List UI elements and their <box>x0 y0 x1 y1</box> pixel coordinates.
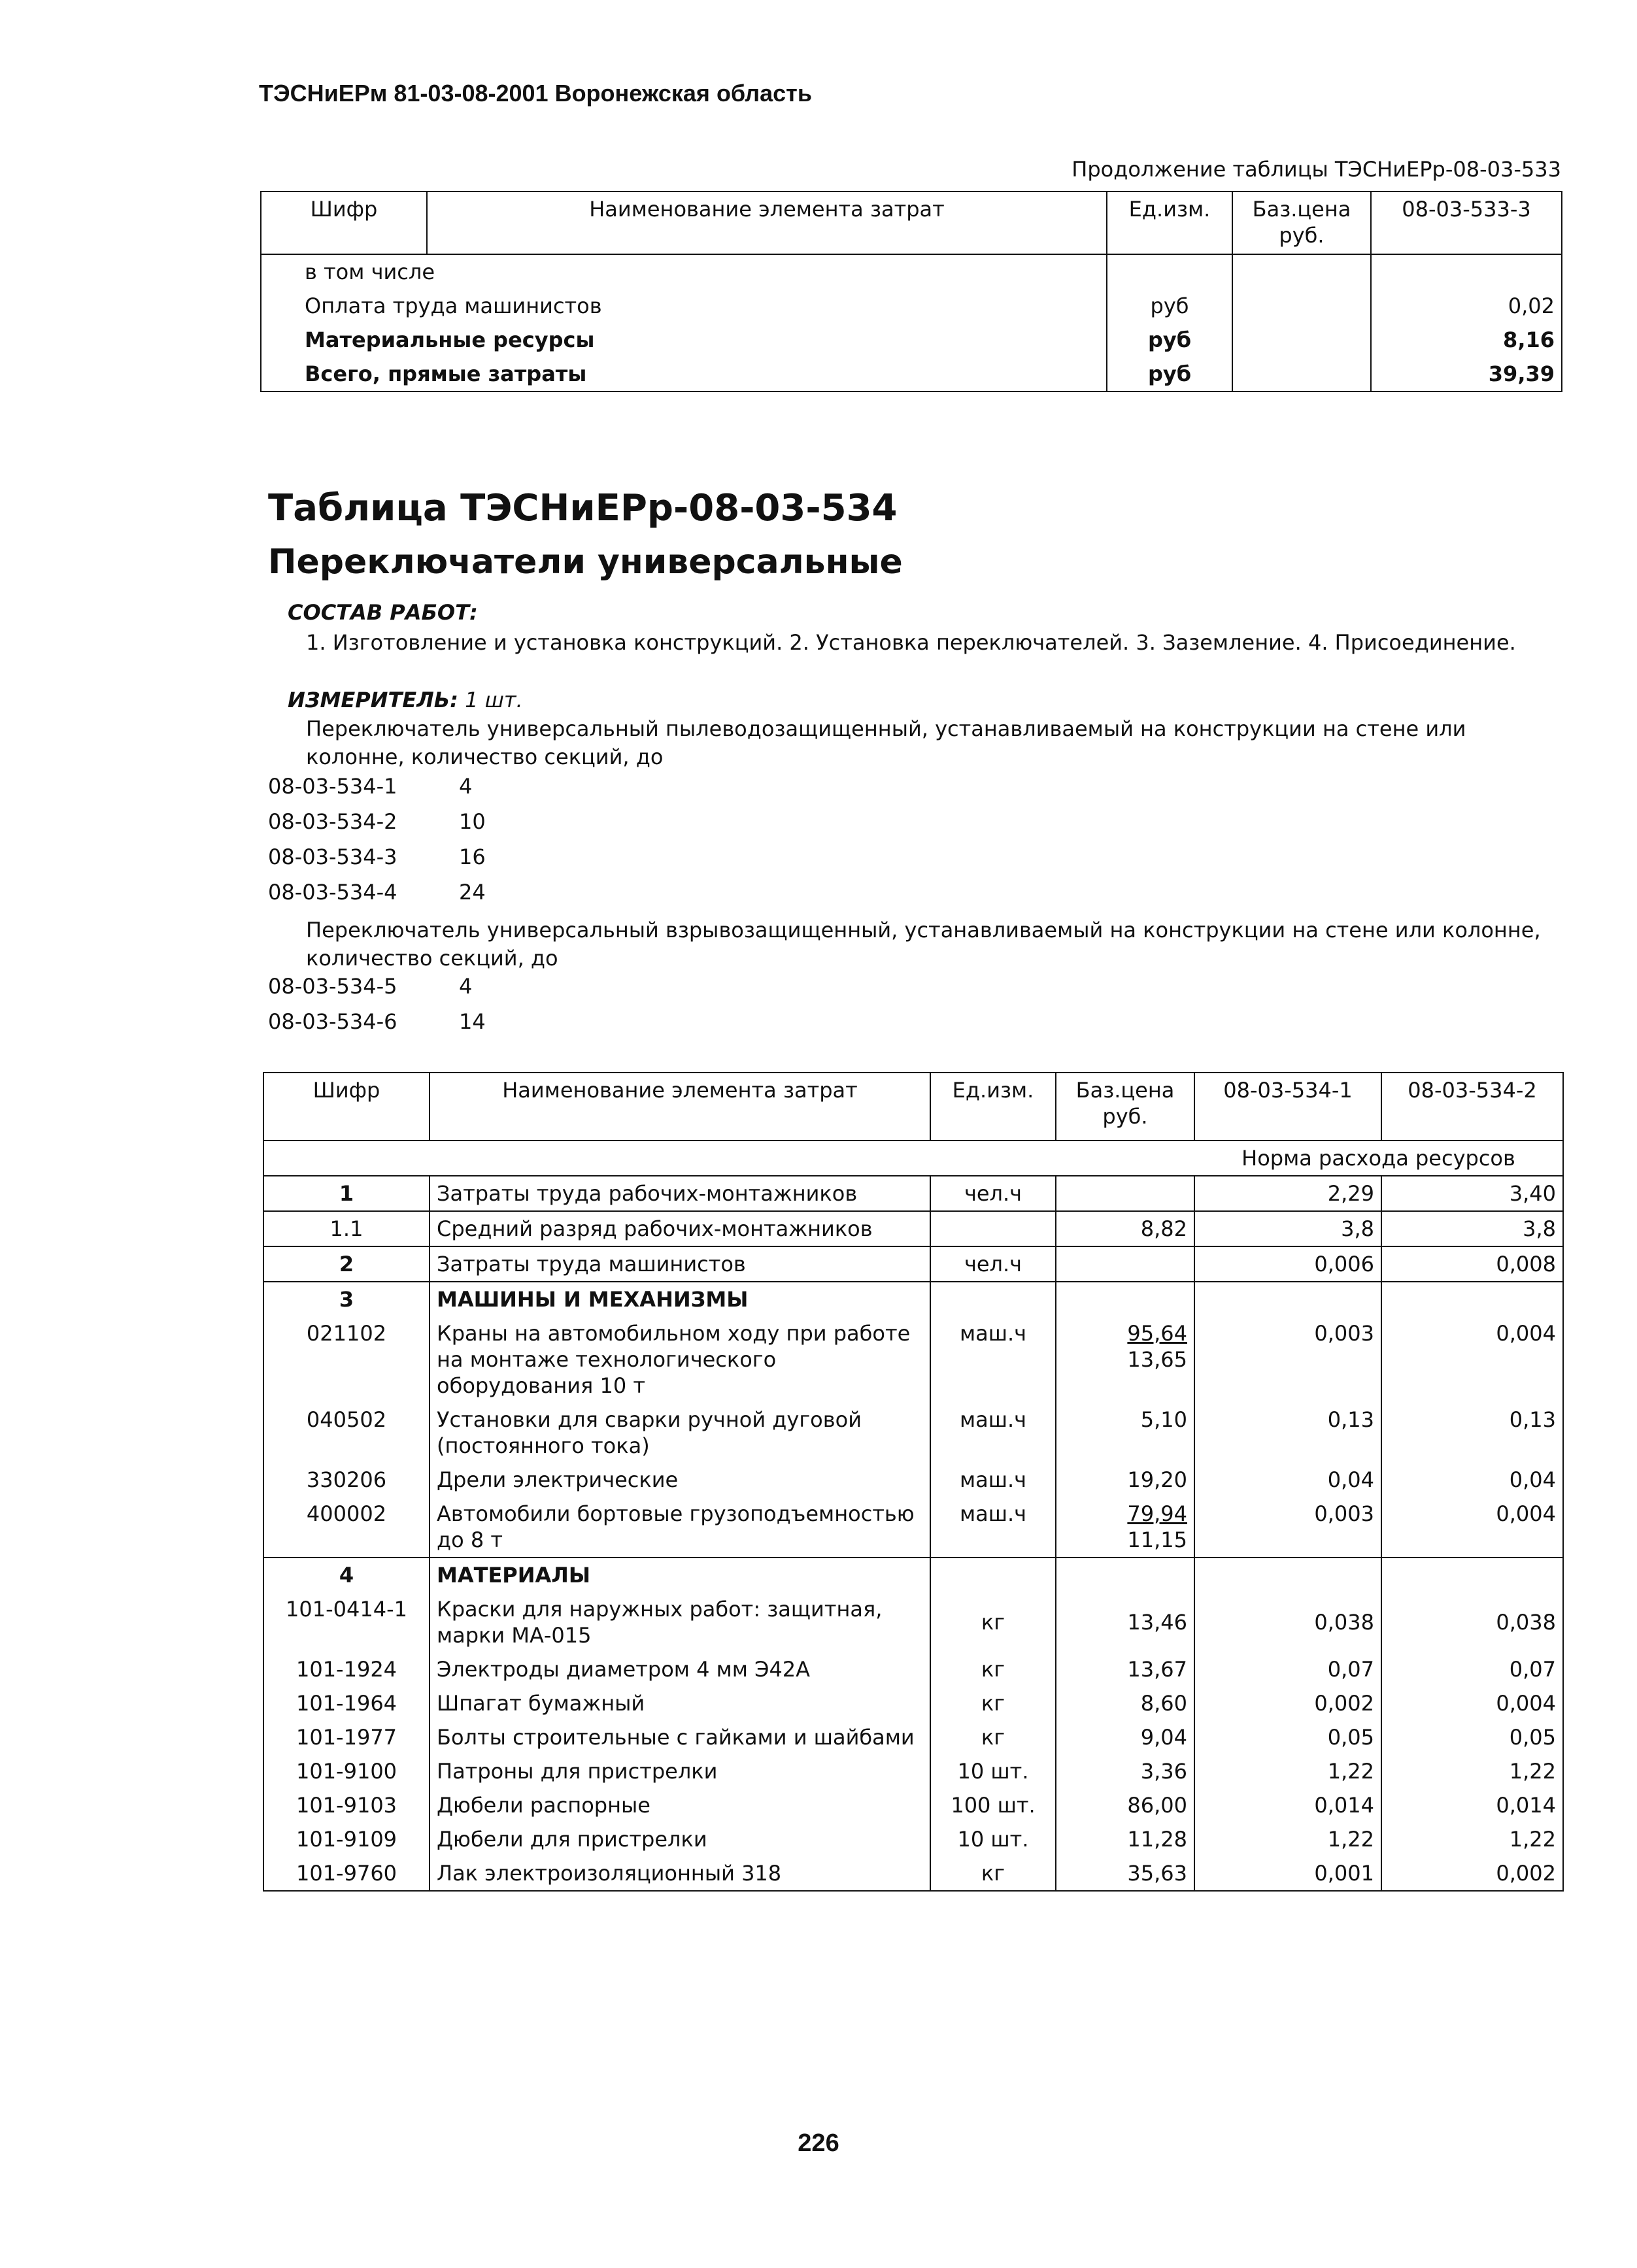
table-row <box>263 1652 1563 1686</box>
code: 08-03-534-5 <box>268 974 397 999</box>
row-unit: кг <box>930 1720 1056 1754</box>
table-533-continuation <box>260 191 1562 392</box>
row-name: Установки для сварки ручной дуговой (постоянного тока) <box>430 1403 930 1463</box>
table-header-row <box>261 192 1562 254</box>
row-v1: 0,003 <box>1194 1497 1381 1558</box>
row-unit <box>930 1558 1056 1592</box>
row-v1 <box>1194 1558 1381 1592</box>
row-code: 101-1964 <box>263 1686 430 1720</box>
row-v1: 0,05 <box>1194 1720 1381 1754</box>
qty: 4 <box>459 774 473 799</box>
table-row <box>263 1686 1563 1720</box>
row-unit: маш.ч <box>930 1403 1056 1463</box>
list-item <box>268 974 486 1009</box>
qty: 10 <box>459 809 486 834</box>
row-v2: 0,13 <box>1381 1403 1563 1463</box>
row-v1: 0,07 <box>1194 1652 1381 1686</box>
row-name: Дрели электрические <box>430 1463 930 1497</box>
row-price <box>1056 1282 1194 1316</box>
row-name: МАШИНЫ И МЕХАНИЗМЫ <box>430 1282 930 1316</box>
row-unit: чел.ч <box>930 1246 1056 1282</box>
row-value <box>1371 254 1562 289</box>
row-unit: кг <box>930 1856 1056 1891</box>
table-row <box>263 1592 1563 1652</box>
qty: 14 <box>459 1009 486 1034</box>
price-main: 79,94 <box>1127 1501 1187 1526</box>
row-name: Краны на автомобильном ходу при работе на монтаже технологического оборудования 10 т <box>430 1316 930 1403</box>
row-name: Электроды диаметром 4 мм Э42А <box>430 1652 930 1686</box>
code-list-1 <box>268 774 486 915</box>
row-price: 13,46 <box>1056 1592 1194 1652</box>
row-v1: 0,038 <box>1194 1592 1381 1652</box>
header-cell: Баз.цена руб. <box>1232 192 1371 254</box>
price-main: 95,64 <box>1127 1321 1187 1346</box>
row-price: 8,82 <box>1056 1211 1194 1246</box>
row-name: Всего, прямые затраты <box>261 357 1107 392</box>
header-cell: Наименование элемента затрат <box>430 1073 930 1141</box>
row-v2: 0,004 <box>1381 1686 1563 1720</box>
row-v1: 0,13 <box>1194 1403 1381 1463</box>
row-price <box>1056 1558 1194 1592</box>
list-item <box>268 1009 486 1044</box>
page-number: 226 <box>798 2129 839 2157</box>
header-cell: 08-03-533-3 <box>1371 192 1562 254</box>
row-v2: 0,008 <box>1381 1246 1563 1282</box>
qty: 4 <box>459 974 473 999</box>
row-v2: 3,8 <box>1381 1211 1563 1246</box>
row-name: Средний разряд рабочих-монтажников <box>430 1211 930 1246</box>
row-code: 1.1 <box>263 1211 430 1246</box>
code: 08-03-534-6 <box>268 1009 397 1034</box>
list-item <box>268 809 486 844</box>
row-v2: 1,22 <box>1381 1822 1563 1856</box>
row-v1: 0,04 <box>1194 1463 1381 1497</box>
row-v2: 0,038 <box>1381 1592 1563 1652</box>
row-name: Затраты труда машинистов <box>430 1246 930 1282</box>
table-row <box>261 254 1562 289</box>
row-value: 8,16 <box>1371 323 1562 357</box>
row-unit <box>930 1211 1056 1246</box>
code-list-2 <box>268 974 486 1044</box>
row-price <box>1232 289 1371 323</box>
row-v1 <box>1194 1282 1381 1316</box>
header-cell: Баз.цена руб. <box>1056 1073 1194 1141</box>
header-cell: Шифр <box>261 192 427 254</box>
row-v1: 1,22 <box>1194 1754 1381 1788</box>
izmeritel-value: 1 шт. <box>465 688 523 712</box>
row-name: Болты строительные с гайками и шайбами <box>430 1720 930 1754</box>
row-code: 101-1924 <box>263 1652 430 1686</box>
header-cell: Ед.изм. <box>930 1073 1056 1141</box>
row-v2: 3,40 <box>1381 1176 1563 1211</box>
table-row <box>263 1176 1563 1211</box>
row-name: Материальные ресурсы <box>261 323 1107 357</box>
row-code: 101-0414-1 <box>263 1592 430 1652</box>
row-v2 <box>1381 1558 1563 1592</box>
row-price: 13,67 <box>1056 1652 1194 1686</box>
qty: 24 <box>459 880 486 905</box>
header-cell: Шифр <box>263 1073 430 1141</box>
row-code: 101-9103 <box>263 1788 430 1822</box>
table-row <box>263 1822 1563 1856</box>
row-code: 101-1977 <box>263 1720 430 1754</box>
row-unit: кг <box>930 1592 1056 1652</box>
row-value: 0,02 <box>1371 289 1562 323</box>
table-row <box>263 1211 1563 1246</box>
row-name: в том числе <box>261 254 1107 289</box>
row-v1: 0,006 <box>1194 1246 1381 1282</box>
table-row <box>263 1720 1563 1754</box>
row-v1: 0,002 <box>1194 1686 1381 1720</box>
table-header-row <box>263 1073 1563 1141</box>
row-v1: 0,003 <box>1194 1316 1381 1403</box>
row-price <box>1232 323 1371 357</box>
izmeritel <box>288 688 523 712</box>
row-name: Затраты труда рабочих-монтажников <box>430 1176 930 1211</box>
row-v2: 0,04 <box>1381 1463 1563 1497</box>
row-unit: руб <box>1107 289 1232 323</box>
code: 08-03-534-3 <box>268 844 397 869</box>
table-row <box>263 1497 1563 1558</box>
description-2: Переключатель универсальный взрывозащищенный, устанавливаемый на конструкции на стене или колонне, количество секций, до <box>306 918 1541 971</box>
row-unit: 100 шт. <box>930 1788 1056 1822</box>
list-item <box>268 844 486 880</box>
description-1: Переключатель универсальный пылеводозащищенный, устанавливаемый на конструкции на стене или колонне, количество секций, до <box>306 716 1466 770</box>
row-unit: кг <box>930 1652 1056 1686</box>
row-price: 35,63 <box>1056 1856 1194 1891</box>
table-title: Таблица ТЭСНиЕРр-08-03-534 <box>268 487 898 529</box>
row-unit: 10 шт. <box>930 1754 1056 1788</box>
code: 08-03-534-1 <box>268 774 397 799</box>
row-unit <box>1107 254 1232 289</box>
row-code: 101-9760 <box>263 1856 430 1891</box>
row-name: Оплата труда машинистов <box>261 289 1107 323</box>
spacer <box>263 1141 1194 1176</box>
row-value: 39,39 <box>1371 357 1562 392</box>
sostav-label: СОСТАВ РАБОТ: <box>288 600 478 625</box>
price-secondary: 11,15 <box>1127 1527 1187 1552</box>
row-price: 11,28 <box>1056 1822 1194 1856</box>
row-price <box>1232 357 1371 392</box>
table-row <box>263 1403 1563 1463</box>
row-code: 3 <box>263 1282 430 1316</box>
continuation-caption: Продолжение таблицы ТЭСНиЕРр-08-03-533 <box>1072 157 1561 182</box>
row-price: 9,04 <box>1056 1720 1194 1754</box>
row-v1: 2,29 <box>1194 1176 1381 1211</box>
row-code: 400002 <box>263 1497 430 1558</box>
row-unit: маш.ч <box>930 1497 1056 1558</box>
row-name: Дюбели для пристрелки <box>430 1822 930 1856</box>
price-secondary: 13,65 <box>1127 1347 1187 1372</box>
row-name: МАТЕРИАЛЫ <box>430 1558 930 1592</box>
row-name: Автомобили бортовые грузоподъемностью до 8 т <box>430 1497 930 1558</box>
row-price <box>1056 1316 1194 1403</box>
row-code: 2 <box>263 1246 430 1282</box>
table-row <box>263 1754 1563 1788</box>
row-code: 021102 <box>263 1316 430 1403</box>
row-v1: 1,22 <box>1194 1822 1381 1856</box>
row-v2: 0,004 <box>1381 1497 1563 1558</box>
row-code: 1 <box>263 1176 430 1211</box>
row-v2: 0,014 <box>1381 1788 1563 1822</box>
table-row <box>263 1788 1563 1822</box>
row-name: Шпагат бумажный <box>430 1686 930 1720</box>
page-header: ТЭСНиЕРм 81-03-08-2001 Воронежская область <box>259 80 812 107</box>
row-price: 8,60 <box>1056 1686 1194 1720</box>
header-cell: Наименование элемента затрат <box>427 192 1107 254</box>
norm-caption-row <box>263 1141 1563 1176</box>
row-name: Патроны для пристрелки <box>430 1754 930 1788</box>
row-v2: 0,05 <box>1381 1720 1563 1754</box>
table-row <box>263 1316 1563 1403</box>
row-v2 <box>1381 1282 1563 1316</box>
sostav-text: 1. Изготовление и установка конструкций. 2. Установка переключателей. 3. Заземление. 4. Присоединение. <box>306 630 1516 655</box>
header-cell: Ед.изм. <box>1107 192 1232 254</box>
header-cell: 08-03-534-1 <box>1194 1073 1381 1141</box>
table-row <box>261 323 1562 357</box>
row-unit: маш.ч <box>930 1316 1056 1403</box>
row-price: 19,20 <box>1056 1463 1194 1497</box>
row-v1: 3,8 <box>1194 1211 1381 1246</box>
row-name: Краски для наружных работ: защитная, марки МА-015 <box>430 1592 930 1652</box>
row-v1: 0,014 <box>1194 1788 1381 1822</box>
row-v2: 0,07 <box>1381 1652 1563 1686</box>
row-name: Лак электроизоляционный 318 <box>430 1856 930 1891</box>
row-unit: маш.ч <box>930 1463 1056 1497</box>
row-unit: 10 шт. <box>930 1822 1056 1856</box>
qty: 16 <box>459 844 486 869</box>
section-row <box>263 1282 1563 1316</box>
row-price: 86,00 <box>1056 1788 1194 1822</box>
table-row <box>263 1463 1563 1497</box>
norm-caption: Норма расхода ресурсов <box>1194 1141 1563 1176</box>
header-cell: 08-03-534-2 <box>1381 1073 1563 1141</box>
row-code: 040502 <box>263 1403 430 1463</box>
row-price: 5,10 <box>1056 1403 1194 1463</box>
list-item <box>268 774 486 809</box>
section-row <box>263 1558 1563 1592</box>
row-unit: чел.ч <box>930 1176 1056 1211</box>
row-v2: 0,002 <box>1381 1856 1563 1891</box>
row-v1: 0,001 <box>1194 1856 1381 1891</box>
table-row <box>261 289 1562 323</box>
row-unit: руб <box>1107 357 1232 392</box>
row-name: Дюбели распорные <box>430 1788 930 1822</box>
row-price <box>1232 254 1371 289</box>
table-row <box>261 357 1562 392</box>
list-item <box>268 880 486 915</box>
row-unit <box>930 1282 1056 1316</box>
izmeritel-label: ИЗМЕРИТЕЛЬ: <box>288 688 458 712</box>
row-code: 101-9100 <box>263 1754 430 1788</box>
row-price: 3,36 <box>1056 1754 1194 1788</box>
table-row <box>263 1246 1563 1282</box>
code: 08-03-534-2 <box>268 809 397 834</box>
code: 08-03-534-4 <box>268 880 397 905</box>
table-row <box>263 1856 1563 1891</box>
row-code: 4 <box>263 1558 430 1592</box>
row-v2: 0,004 <box>1381 1316 1563 1403</box>
row-price <box>1056 1246 1194 1282</box>
row-unit: кг <box>930 1686 1056 1720</box>
row-price <box>1056 1497 1194 1558</box>
row-v2: 1,22 <box>1381 1754 1563 1788</box>
row-code: 330206 <box>263 1463 430 1497</box>
table-subtitle: Переключатели универсальные <box>268 542 903 582</box>
row-code: 101-9109 <box>263 1822 430 1856</box>
row-unit: руб <box>1107 323 1232 357</box>
table-534 <box>263 1072 1564 1892</box>
row-price <box>1056 1176 1194 1211</box>
